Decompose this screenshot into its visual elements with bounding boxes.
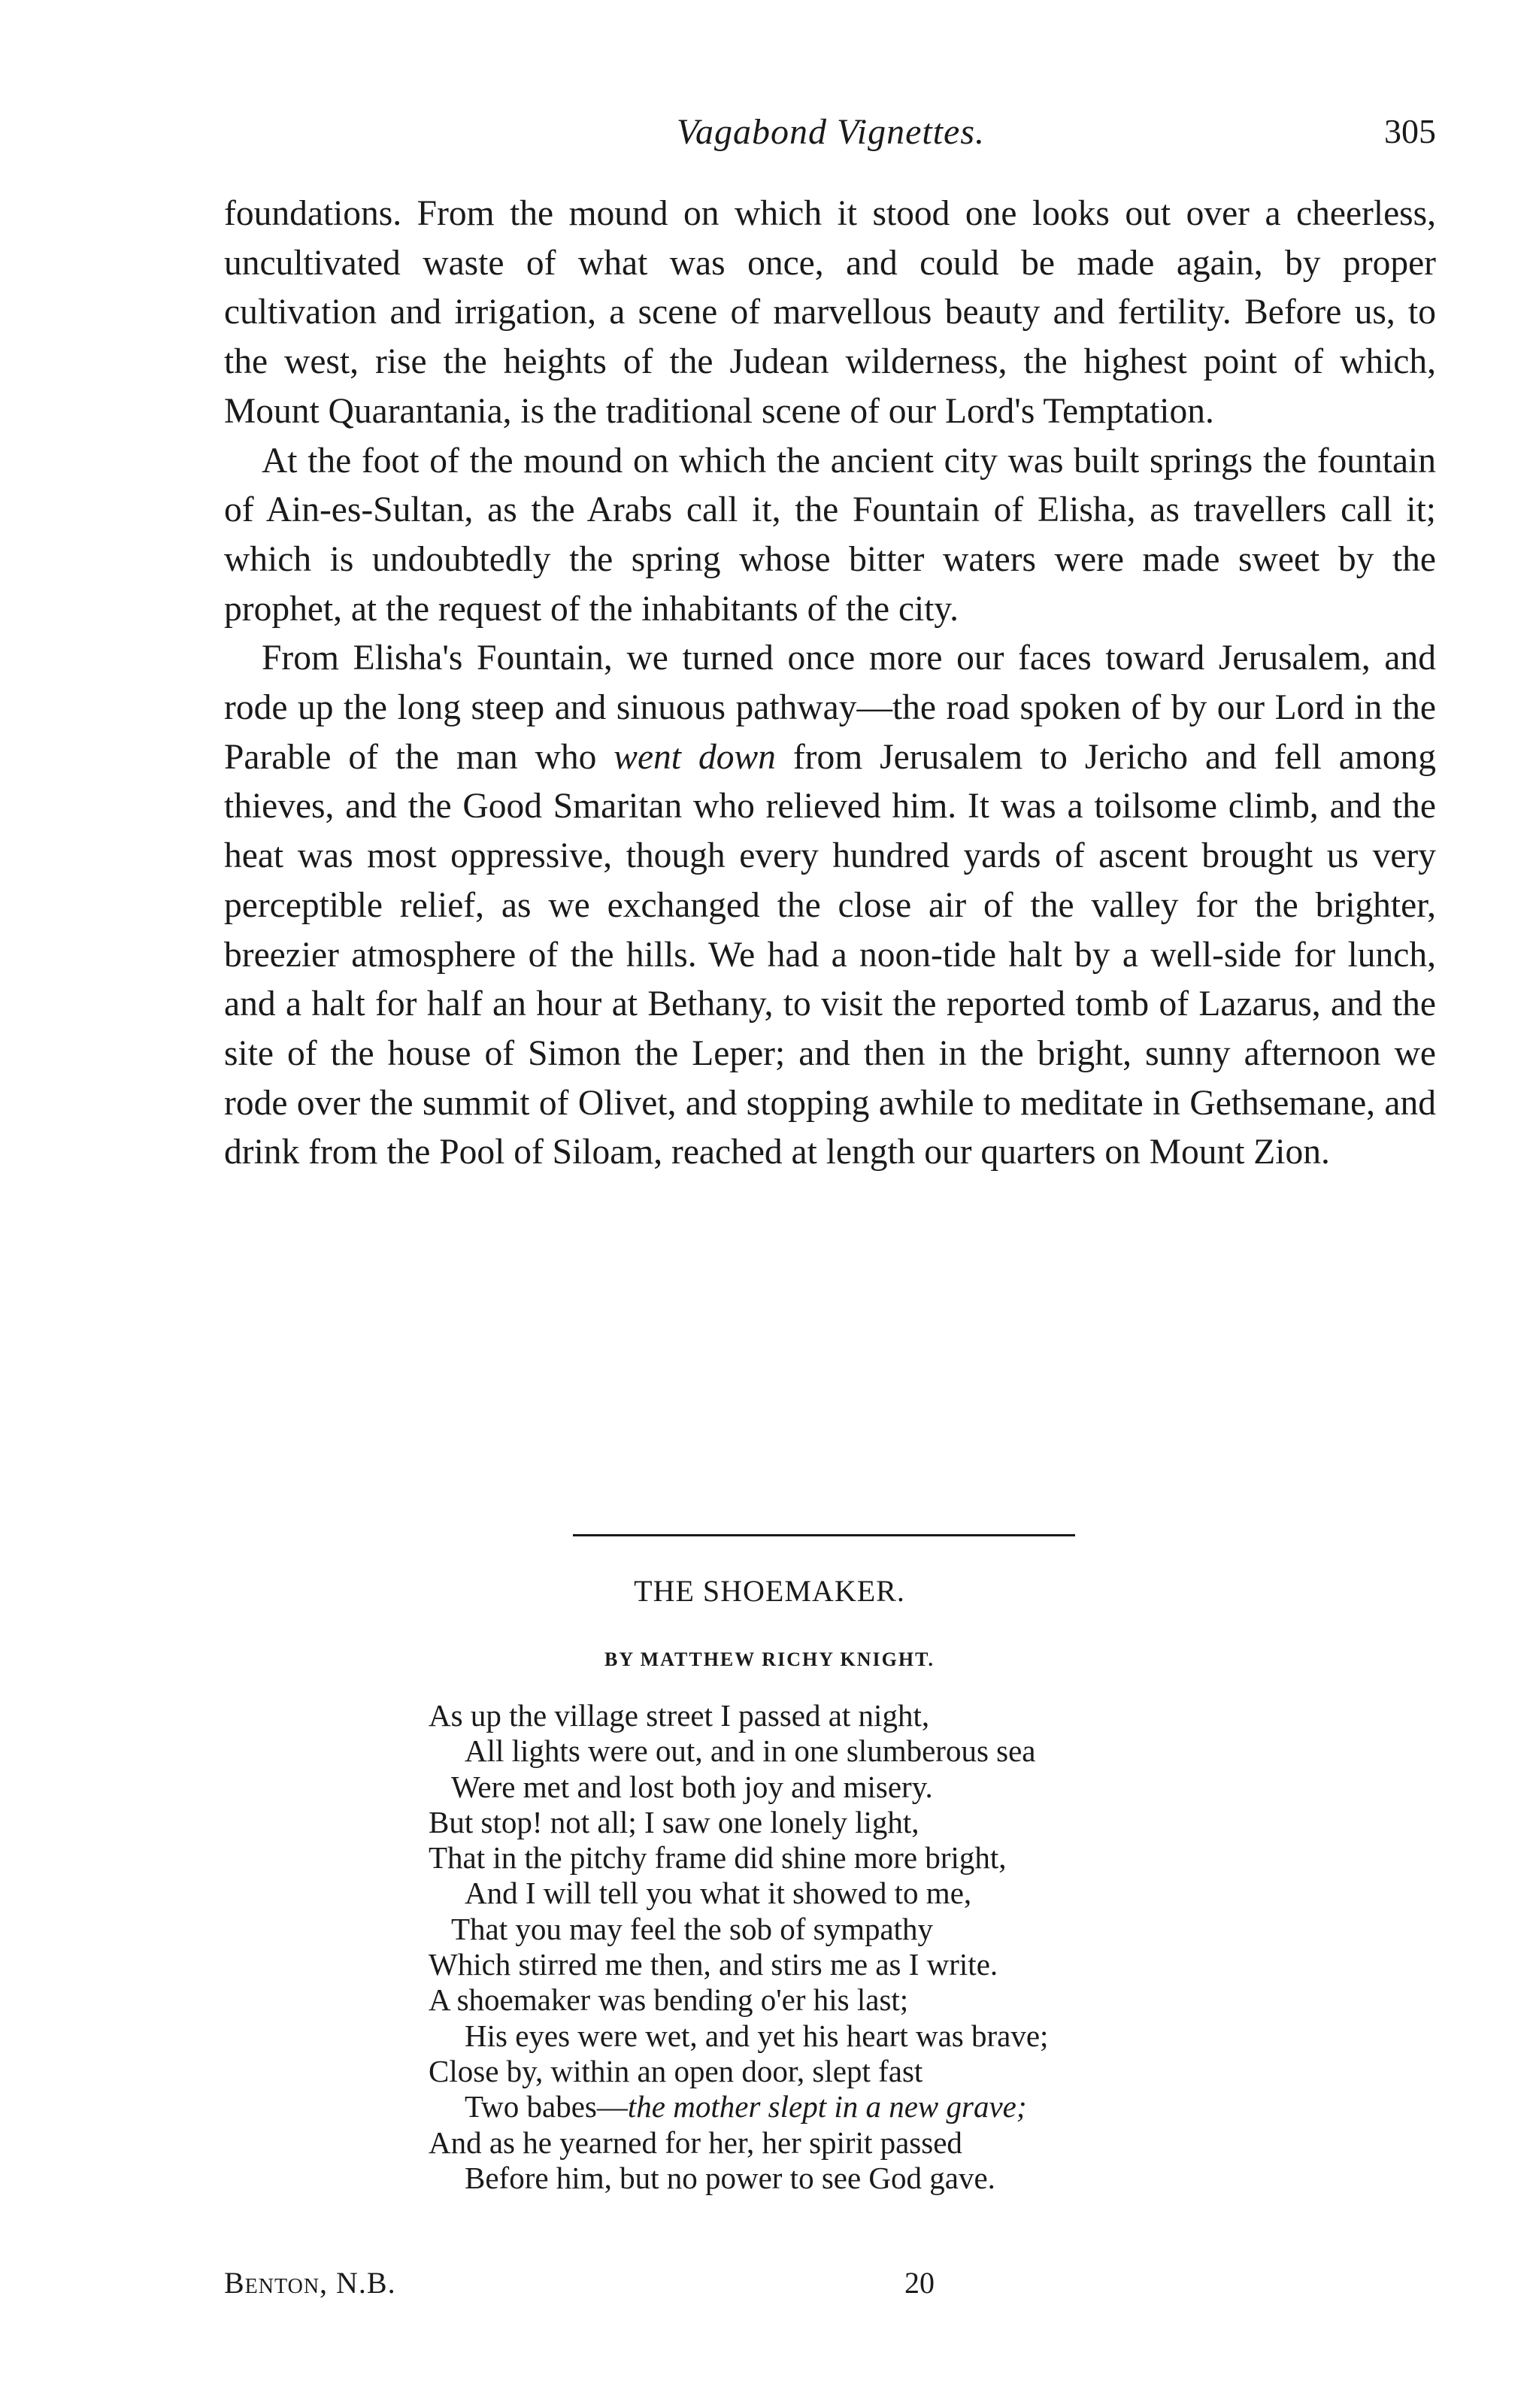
section-divider [573, 1534, 1075, 1536]
paragraph: foundations. From the mound on which it stood one looks out over a cheerless, uncultivated waste of what was once, and could be made again, by proper cultivation and irrigation, a scene of marvellous beauty and fertility. Before us, to the west, rise the heights of the Judean wilderness, the highest point of which, Mount Quarantania, is the traditional scene of our Lord's Temptation. [224, 194, 1436, 431]
poem-line: Before him, but no power to see God gave. [465, 2160, 995, 2195]
poem-line [429, 2089, 1331, 2124]
poem-line: All lights were out, and in one slumberous sea [465, 1733, 1036, 1769]
poem-line: Were met and lost both joy and misery. [451, 1769, 933, 1804]
poem-line: Close by, within an open door, slept fast [429, 2053, 923, 2088]
poem-author: BY MATTHEW RICHY KNIGHT. [604, 1648, 935, 1670]
poem [429, 1698, 1331, 2196]
page-number: 305 [1384, 112, 1436, 150]
poem-line: As up the village street I passed at night, [429, 1698, 930, 1733]
italic-phrase: the mother slept in a new grave; [627, 2089, 1027, 2124]
poem-line: But stop! not all; I saw one lonely light, [429, 1804, 919, 1839]
body-text [224, 190, 1436, 1178]
poem-line: Which stirred me then, and stirs me as I write. [429, 1947, 998, 1982]
paragraph: At the foot of the mound on which the ancient city was built springs the fountain of Ain-es-Sultan, as the Arabs call it, the Fountain of Elisha, as travellers call it; which is undoubtedly the spring whose bitter waters were made sweet by the prophet, at the request of the inhabitants of the city. [224, 441, 1436, 629]
running-title: Vagabond Vignettes. [676, 112, 986, 152]
page-footer [224, 2265, 1436, 2310]
poem-line: And as he yearned for her, her spirit passed [429, 2124, 962, 2160]
poem-line: That in the pitchy frame did shine more bright, [429, 1840, 1007, 1876]
printer-signature: Benton, N.B. [224, 2266, 396, 2300]
sheet-number: 20 [904, 2266, 935, 2300]
poem-line: A shoemaker was bending o'er his last; [429, 1982, 909, 2018]
running-header [226, 111, 1436, 164]
paragraph-text: From Elisha's Fountain, we turned once more our faces toward Jerusalem, and rode up the long steep and sinuous pathway—the road spoken of by our Lord in the Parable of the man who [224, 638, 1436, 777]
italic-phrase: went down [613, 737, 776, 777]
poem-line: His eyes were wet, and yet his heart was brave; [465, 2018, 1049, 2053]
poem-line: That you may feel the sob of sympathy [451, 1911, 934, 1946]
poem-line: And I will tell you what it showed to me, [465, 1876, 972, 1911]
poem-title: THE SHOEMAKER. [634, 1574, 905, 1608]
paragraph [224, 634, 1436, 1178]
poem-line-text: Two babes— [465, 2089, 628, 2124]
paragraph-text: from Jerusalem to Jericho and fell among thieves, and the Good Smaritan who relieved him. It was a toilsome climb, and the heat was most oppressive, though every hundred yards of ascent brought us very perceptible relief, as we exchanged the close air of the valley for the brighter, breezier atmosphere of the hills. We had a noon-tide halt by a well-side for lunch, and a halt for half an hour at Bethany, to visit the reported tomb of Lazarus, and the site of the house of Simon the Leper; and then in the bright, sunny afternoon we rode over the summit of Olivet, and stopping awhile to meditate in Gethsemane, and drink from the Pool of Siloam, reached at length our quarters on Mount Zion. [224, 737, 1436, 1172]
